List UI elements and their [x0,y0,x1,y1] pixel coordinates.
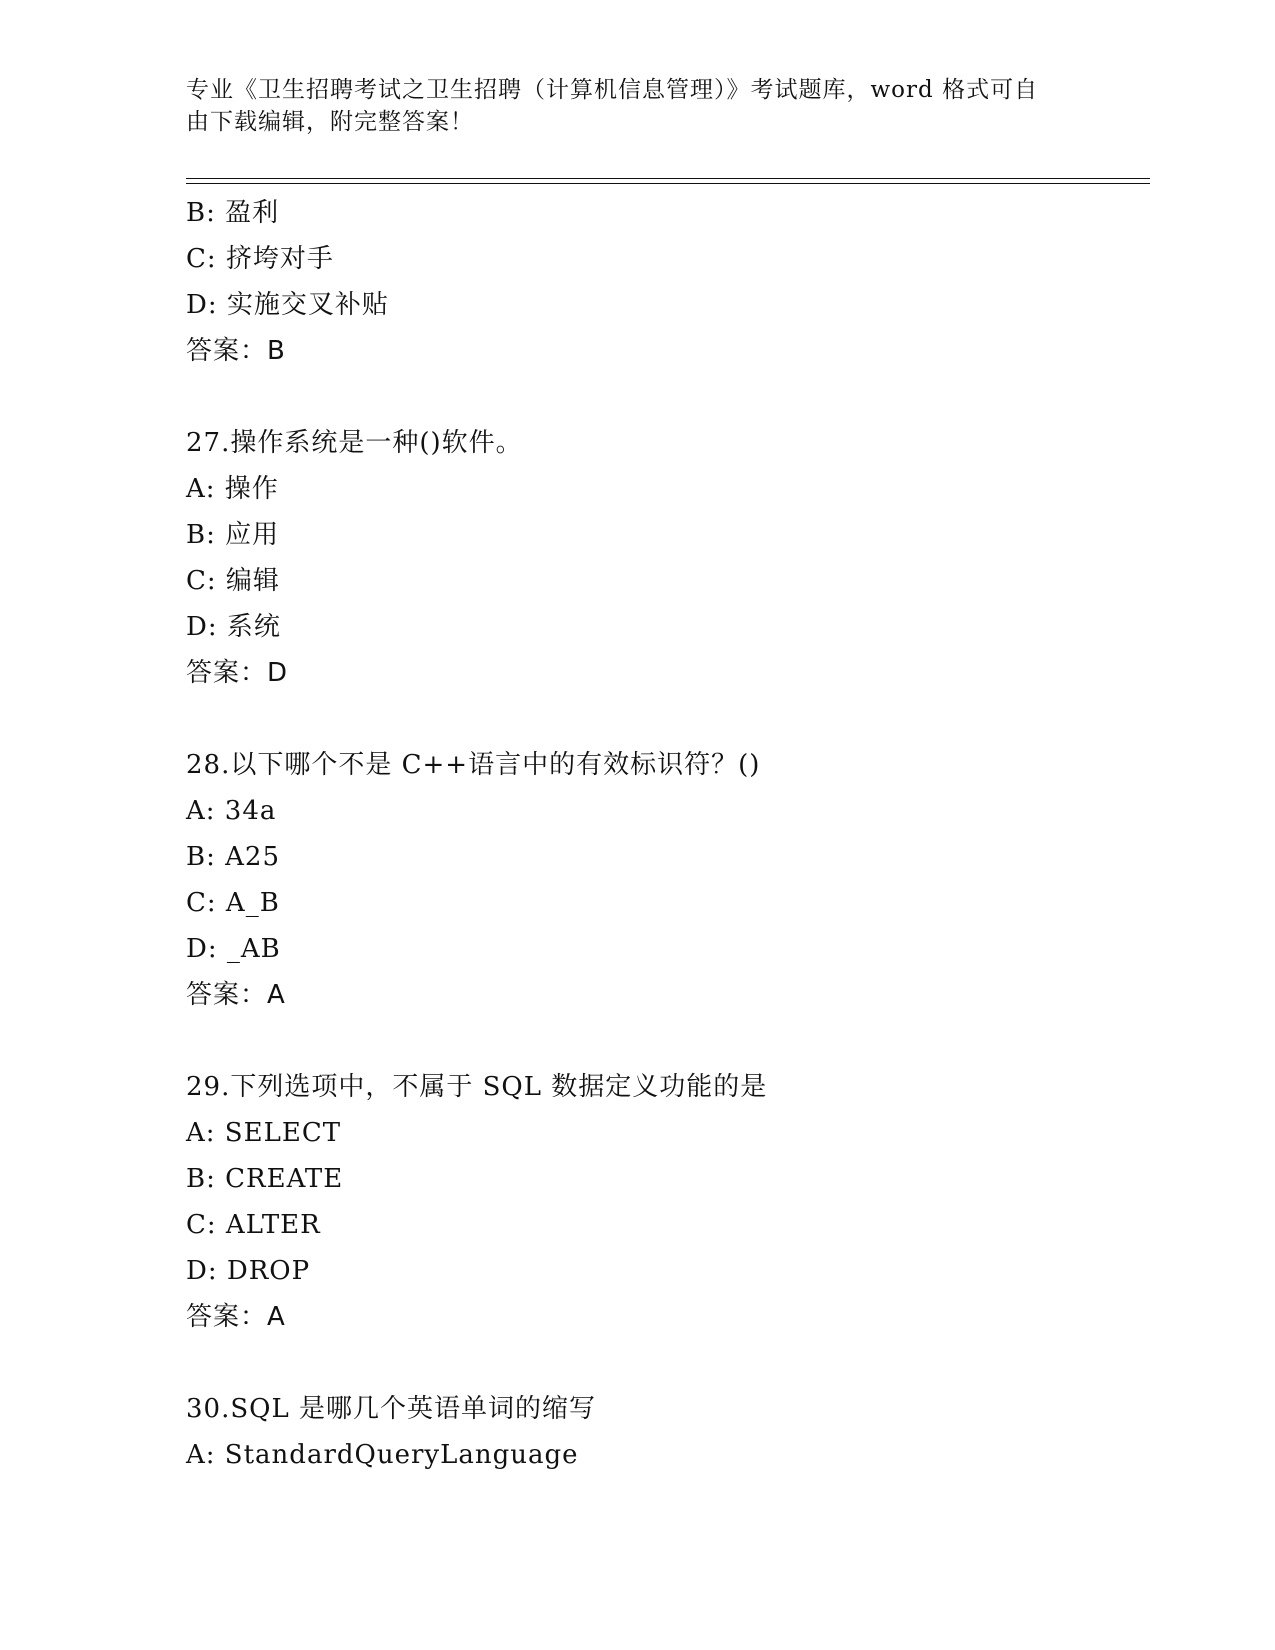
question-29 [186,1064,1150,1340]
option-a: A: 操作 [186,474,279,504]
option-a: A: StandardQueryLanguage [186,1440,579,1470]
option-c: C: A_B [186,888,280,918]
answer-line: 答案：D [186,658,289,688]
option-b: B: A25 [186,842,280,872]
question-30 [186,1386,1150,1478]
option-c: C: 编辑 [186,566,280,596]
option-b: B: 盈利 [186,198,280,228]
spacer [186,1340,1150,1386]
header-line-1: 专业《卫生招聘考试之卫生招聘（计算机信息管理）》考试题库，word 格式可自 [186,77,1039,103]
spacer [186,696,1150,742]
answer-line: 答案：A [186,1302,286,1332]
header-line-2: 由下载编辑，附完整答案！ [186,109,474,135]
question-title: 29.下列选项中，不属于 SQL 数据定义功能的是 [186,1072,768,1102]
option-d: D: _AB [186,934,281,964]
option-d: D: 系统 [186,612,281,642]
option-d: D: DROP [186,1256,311,1286]
option-b: B: 应用 [186,520,280,550]
answer-line: 答案：B [186,336,286,366]
option-d: D: 实施交叉补贴 [186,290,389,320]
header-divider-top [186,178,1150,179]
spacer [186,374,1150,420]
option-b: B: CREATE [186,1164,344,1194]
option-c: C: ALTER [186,1210,321,1240]
header-divider-bottom [186,183,1150,184]
option-a: A: 34a [186,796,277,826]
question-title: 28.以下哪个不是 C++语言中的有效标识符？() [186,750,761,780]
answer-line: 答案：A [186,980,286,1010]
question-title: 30.SQL 是哪几个英语单词的缩写 [186,1394,597,1424]
question-list [186,190,1150,1478]
option-c: C: 挤垮对手 [186,244,334,274]
document-header [186,74,1086,138]
spacer [186,1018,1150,1064]
question-28 [186,742,1150,1018]
question-26-continuation [186,190,1150,374]
question-27 [186,420,1150,696]
option-a: A: SELECT [186,1118,342,1148]
question-title: 27.操作系统是一种()软件。 [186,428,523,458]
